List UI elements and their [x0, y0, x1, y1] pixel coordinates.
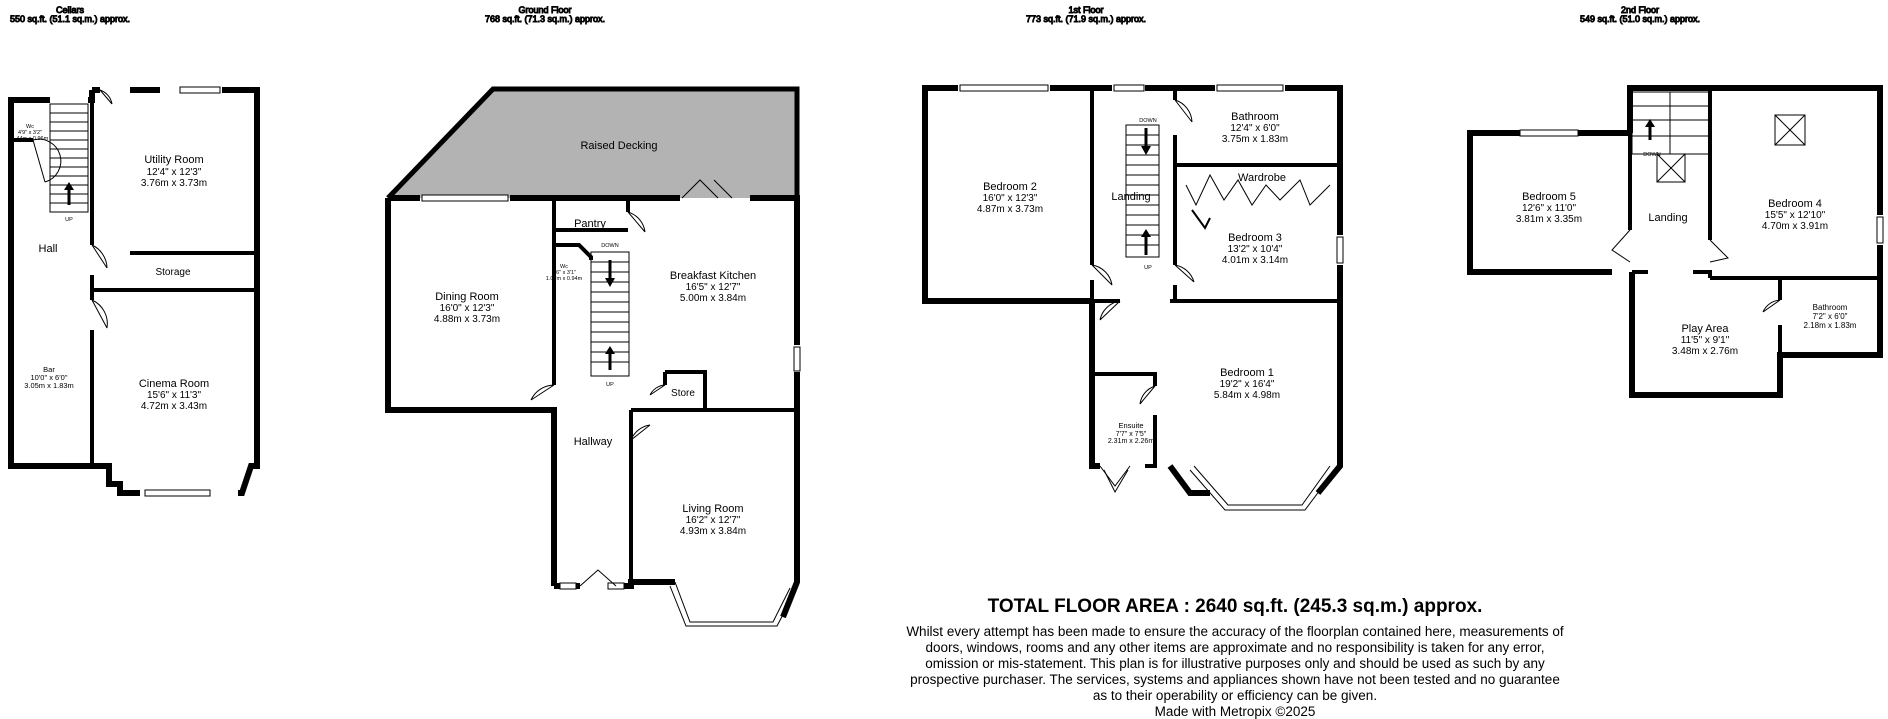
ground-title: Ground Floor [518, 5, 572, 15]
decking-label: Raised Decking [580, 140, 658, 152]
first-bathroom-imperial: 12'4" x 6'0" [1230, 123, 1280, 134]
cellars-cinema-imperial: 15'6" x 11'3" [146, 390, 202, 401]
cellars-wc-imperial: 4'9" x 3'2" [17, 130, 43, 136]
disclaimer-text: Whilst every attempt has been made to ensure the accuracy of the floorplan contained here, measurements of doors, windows, rooms and any other items are approximate and no responsibility is taken for any error, omission or mis-statement. This plan is for illustrative purposes only and should be used as such by any prospective purchaser. The services, systems and appliances shown have not been tested and no guarantee as to their operability or efficiency can be given. [906, 624, 1564, 703]
cellars-bar-imperial: 10'0" x 6'0" [30, 373, 68, 382]
first-up-label: UP [1144, 265, 1152, 271]
cellars-cinema-metric: 4.72m x 3.43m [140, 401, 208, 412]
living-metric: 4.93m x 3.84m [679, 526, 747, 537]
play-metric: 3.48m x 2.76m [1671, 346, 1739, 357]
cellars-utility-name: Utility Room [144, 154, 204, 166]
bedroom1-metric: 5.84m x 4.98m [1213, 390, 1281, 401]
first-bathroom-metric: 3.75m x 1.83m [1221, 134, 1289, 145]
cellars-wc-name: Wc [26, 124, 34, 130]
living-imperial: 16'2" x 12'7" [685, 515, 741, 526]
cellars-cinema-name: Cinema Room [138, 378, 210, 390]
hallway-label: Hallway [573, 436, 613, 448]
cellars-utility-metric: 3.76m x 3.73m [140, 178, 208, 189]
second-area: 549 sq.ft. (51.0 sq.m.) approx. [1579, 14, 1701, 24]
first-landing-label: Landing [1111, 191, 1151, 203]
ground-floor-plan [388, 5, 800, 626]
second-bathroom-metric: 2.18m x 1.83m [1803, 321, 1857, 330]
bedroom2-imperial: 16'0" x 12'3" [982, 193, 1038, 204]
bedroom3-imperial: 13'2" x 10'4" [1227, 244, 1283, 255]
bedroom4-imperial: 15'5" x 12'10" [1764, 210, 1826, 221]
ensuite-imperial: 7'7" x 7'5" [1115, 431, 1147, 438]
bedroom5-name: Bedroom 5 [1522, 191, 1576, 203]
pantry-label: Pantry [574, 218, 606, 230]
bedroom5-metric: 3.81m x 3.35m [1515, 214, 1583, 225]
total-floor-area: TOTAL FLOOR AREA : 2640 sq.ft. (245.3 sq.m.) approx. [987, 596, 1483, 617]
dining-imperial: 16'0" x 12'3" [439, 303, 495, 314]
cellars-hall-label: Hall [38, 243, 58, 255]
cellars-plan [10, 5, 257, 496]
bedroom5-imperial: 12'6" x 11'0" [1521, 203, 1577, 214]
first-bathroom-name: Bathroom [1231, 111, 1279, 123]
ground-wc-imperial: 3'6" x 3'1" [551, 270, 577, 276]
first-area: 773 sq.ft. (71.9 sq.m.) approx. [1025, 14, 1147, 24]
second-floor-plan [1470, 5, 1883, 395]
store-label: Store [671, 388, 695, 399]
cellars-bar-metric: 3.05m x 1.83m [24, 381, 74, 390]
bedroom3-name: Bedroom 3 [1228, 232, 1282, 244]
ensuite-metric: 2.31m x 2.26m [1107, 438, 1155, 445]
kitchen-metric: 5.00m x 3.84m [679, 293, 747, 304]
ground-wc-name: Wc [560, 264, 568, 270]
cellars-utility-imperial: 12'4" x 12'3" [146, 167, 202, 178]
first-floor-plan [925, 5, 1343, 510]
second-landing-label: Landing [1648, 212, 1688, 224]
ensuite-name: Ensuite [1118, 421, 1144, 430]
wardrobe-label: Wardrobe [1238, 172, 1286, 184]
dining-metric: 4.88m x 3.73m [433, 314, 501, 325]
ground-area: 768 sq.ft. (71.3 sq.m.) approx. [484, 14, 606, 24]
first-down-label: DOWN [1139, 118, 1157, 124]
cellars-storage-label: Storage [155, 267, 191, 278]
second-bathroom-name: Bathroom [1812, 303, 1848, 312]
play-name: Play Area [1681, 323, 1729, 335]
cellars-wc-metric: 1.44m x 0.96m [11, 136, 49, 142]
ground-up-label: UP [606, 382, 614, 388]
ground-wc-metric: 1.07m x 0.94m [545, 276, 583, 282]
bedroom2-name: Bedroom 2 [983, 181, 1037, 193]
first-title: 1st Floor [1068, 5, 1104, 15]
living-name: Living Room [682, 503, 744, 515]
kitchen-name: Breakfast Kitchen [669, 270, 757, 282]
cellars-title: Cellars [55, 5, 85, 15]
play-imperial: 11'5" x 9'1" [1680, 335, 1730, 346]
bedroom4-name: Bedroom 4 [1768, 198, 1822, 210]
cellars-area: 550 sq.ft. (51.1 sq.m.) approx. [9, 14, 131, 24]
bedroom2-metric: 4.87m x 3.73m [976, 204, 1044, 215]
second-title: 2nd Floor [1620, 5, 1660, 15]
second-down-label: DOWN [1643, 152, 1661, 158]
cellars-bar-name: Bar [43, 365, 55, 374]
kitchen-imperial: 16'5" x 12'7" [685, 282, 741, 293]
bedroom3-metric: 4.01m x 3.14m [1221, 255, 1289, 266]
dining-name: Dining Room [435, 291, 499, 303]
cellars-up-label: UP [65, 217, 73, 223]
metropix-credit: Made with Metropix ©2025 [1154, 704, 1316, 719]
bedroom1-imperial: 19'2" x 16'4" [1219, 379, 1275, 390]
second-bathroom-imperial: 7'2" x 6'0" [1812, 312, 1848, 321]
bedroom4-metric: 4.70m x 3.91m [1761, 221, 1829, 232]
ground-down-label: DOWN [601, 243, 619, 249]
bedroom1-name: Bedroom 1 [1220, 367, 1274, 379]
